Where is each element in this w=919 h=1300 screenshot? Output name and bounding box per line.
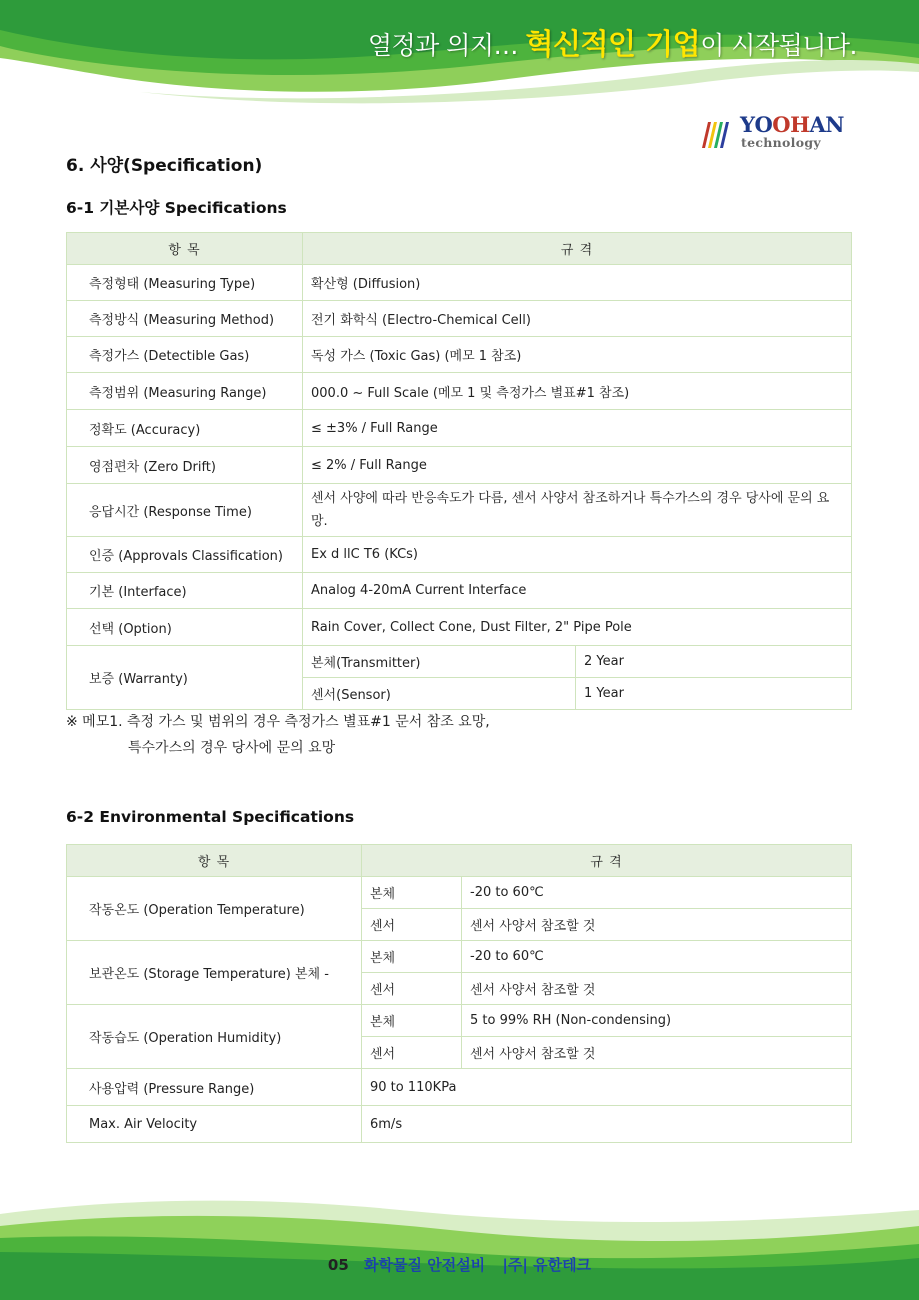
table-row <box>67 609 852 646</box>
row-item: 영점편차 (Zero Drift) <box>67 447 303 484</box>
logo-stripes-icon <box>702 122 732 148</box>
row-value: 센서 사양에 따라 반응속도가 다름, 센서 사양서 참조하거나 특수가스의 경우 당사에 문의 요망. <box>303 484 852 537</box>
environmental-spec-table <box>66 844 852 1143</box>
row-item: Max. Air Velocity <box>67 1106 362 1143</box>
footer-company-desc: 화학물질 안전설비 <box>364 1256 486 1274</box>
table-row <box>67 573 852 609</box>
row-part: 센서 <box>362 973 462 1005</box>
row-value: -20 to 60℃ <box>462 877 852 909</box>
table-row <box>67 410 852 447</box>
row-item: 정확도 (Accuracy) <box>67 410 303 447</box>
memo-line-2: 특수가스의 경우 당사에 문의 요망 <box>128 740 336 756</box>
spec1-title: 6-1 기본사양 Specifications <box>66 199 287 217</box>
table-row <box>67 373 852 410</box>
warranty-row <box>67 646 852 678</box>
company-logo <box>700 112 856 154</box>
header-item: 항 목 <box>67 233 303 265</box>
table-row <box>67 337 852 373</box>
row-part: 본체 <box>362 877 462 909</box>
footer <box>0 1254 919 1275</box>
spec2-title: 6-2 Environmental Specifications <box>66 808 355 826</box>
table-header-row <box>67 845 852 877</box>
row-part: 센서 <box>362 1037 462 1069</box>
row-value: ≤ 2% / Full Range <box>303 447 852 484</box>
logo-wordmark: YOOHAN <box>740 112 844 137</box>
basic-spec-table <box>66 232 852 710</box>
table-row <box>67 447 852 484</box>
row-value: 000.0 ~ Full Scale (메모 1 및 측정가스 별표#1 참조) <box>303 373 852 410</box>
row-item: 측정가스 (Detectible Gas) <box>67 337 303 373</box>
row-value: Ex d llC T6 (KCs) <box>303 537 852 573</box>
row-item: 보관온도 (Storage Temperature) 본체 - <box>67 941 362 1005</box>
header-slogan: 열정과 의지… 혁신적인 기업이 시작됩니다. <box>367 27 857 61</box>
table-row <box>67 537 852 573</box>
warranty-value: 2 Year <box>576 646 852 678</box>
section-title: 6. 사양(Specification) <box>66 156 263 176</box>
row-item: 측정범위 (Measuring Range) <box>67 373 303 410</box>
table-row <box>67 1106 852 1143</box>
footer-wave-decoration <box>0 1192 919 1300</box>
header-spec: 규 격 <box>362 845 852 877</box>
row-value: 센서 사양서 참조할 것 <box>462 1037 852 1069</box>
row-item: 선택 (Option) <box>67 609 303 646</box>
table-row <box>67 941 852 973</box>
table-row <box>67 877 852 909</box>
row-item: 작동온도 (Operation Temperature) <box>67 877 362 941</box>
warranty-part: 센서(Sensor) <box>303 678 576 710</box>
warranty-part: 본체(Transmitter) <box>303 646 576 678</box>
logo-subtitle: technology <box>741 135 821 150</box>
row-value: 5 to 99% RH (Non-condensing) <box>462 1005 852 1037</box>
row-value: 90 to 110KPa <box>362 1069 852 1106</box>
row-value: 센서 사양서 참조할 것 <box>462 973 852 1005</box>
row-value: 전기 화학식 (Electro-Chemical Cell) <box>303 301 852 337</box>
row-value: ≤ ±3% / Full Range <box>303 410 852 447</box>
footer-company-name: |주| 유한테크 <box>502 1256 592 1274</box>
header-slogan-highlight: 혁신적인 기업 <box>525 27 701 61</box>
header-item: 항 목 <box>67 845 362 877</box>
row-value: 독성 가스 (Toxic Gas) (메모 1 참조) <box>303 337 852 373</box>
row-item: 측정방식 (Measuring Method) <box>67 301 303 337</box>
table-row <box>67 1005 852 1037</box>
warranty-value: 1 Year <box>576 678 852 710</box>
row-value: -20 to 60℃ <box>462 941 852 973</box>
row-value: 확산형 (Diffusion) <box>303 265 852 301</box>
table-row <box>67 484 852 537</box>
table-row <box>67 1069 852 1106</box>
warranty-item: 보증 (Warranty) <box>67 646 303 710</box>
row-item: 기본 (Interface) <box>67 573 303 609</box>
row-value: 6m/s <box>362 1106 852 1143</box>
page-number: 05 <box>327 1256 349 1274</box>
table-row <box>67 265 852 301</box>
table-header-row <box>67 233 852 265</box>
row-item: 사용압력 (Pressure Range) <box>67 1069 362 1106</box>
row-item: 작동습도 (Operation Humidity) <box>67 1005 362 1069</box>
row-item: 측정형태 (Measuring Type) <box>67 265 303 301</box>
header-spec: 규 격 <box>303 233 852 265</box>
row-value: Rain Cover, Collect Cone, Dust Filter, 2" Pipe Pole <box>303 609 852 646</box>
row-part: 본체 <box>362 1005 462 1037</box>
row-value: Analog 4-20mA Current Interface <box>303 573 852 609</box>
row-item: 인증 (Approvals Classification) <box>67 537 303 573</box>
row-part: 본체 <box>362 941 462 973</box>
row-part: 센서 <box>362 909 462 941</box>
table-row <box>67 301 852 337</box>
memo-line-1: ※ 메모1. 측정 가스 및 범위의 경우 측정가스 별표#1 문서 참조 요망, <box>66 714 490 730</box>
row-value: 센서 사양서 참조할 것 <box>462 909 852 941</box>
row-item: 응답시간 (Response Time) <box>67 484 303 537</box>
